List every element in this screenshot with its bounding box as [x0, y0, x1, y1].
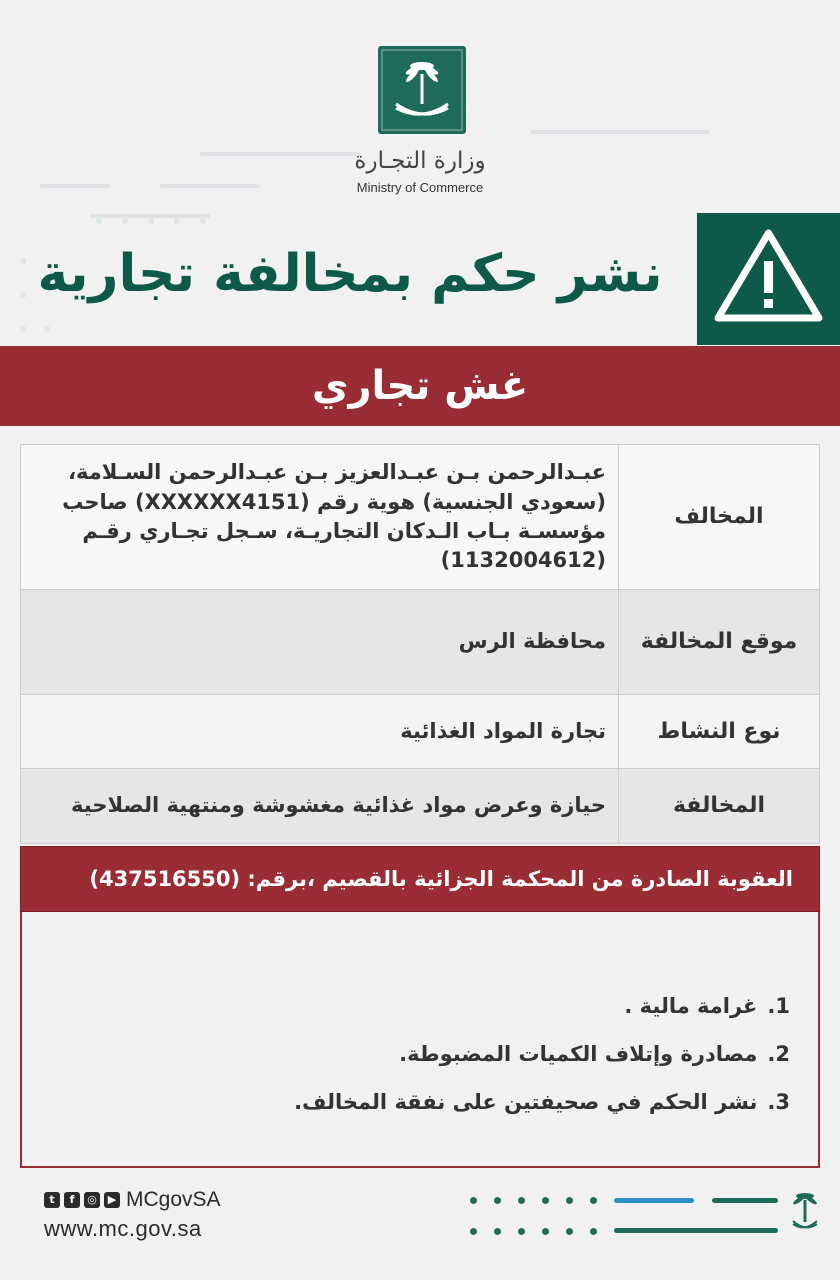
warning-box [697, 213, 840, 345]
table-row [21, 769, 820, 844]
item-text: غرامة مالية . [624, 994, 758, 1018]
item-text: مصادرة وإتلاف الكميات المضبوطة. [399, 1042, 758, 1066]
table-row [21, 695, 820, 769]
bg-dot [122, 218, 128, 224]
footer-dot [590, 1228, 597, 1235]
violation-type-banner: غش تجاري [0, 346, 840, 426]
footer-dot [542, 1197, 549, 1204]
footer-dot [590, 1197, 597, 1204]
bg-stripe [530, 130, 710, 134]
youtube-icon[interactable]: ▶ [104, 1192, 120, 1208]
social-icons [44, 1192, 120, 1208]
footer-dot [470, 1197, 477, 1204]
row-value: حيازة وعرض مواد غذائية مغشوشة ومنتهية الصلاحية [21, 769, 619, 844]
violation-details-table [20, 444, 820, 844]
list-item [294, 1078, 790, 1126]
penalty-list-box [20, 912, 820, 1168]
bg-dot [44, 326, 50, 332]
footer-dot [542, 1228, 549, 1235]
row-value: تجارة المواد الغذائية [21, 695, 619, 769]
list-item [294, 1030, 790, 1078]
footer-dot [566, 1197, 573, 1204]
footer-dot [566, 1228, 573, 1235]
facebook-icon[interactable]: f [64, 1192, 80, 1208]
item-number: 3. [767, 1090, 790, 1114]
footer-bar [614, 1198, 694, 1203]
footer-dot [518, 1228, 525, 1235]
row-label: موقع المخالفة [619, 590, 820, 695]
table-row [21, 590, 820, 695]
bg-dot [174, 218, 180, 224]
warning-triangle-icon [697, 213, 840, 345]
social-handle[interactable]: MCgovSA [126, 1188, 221, 1211]
row-value: محافظة الرس [21, 590, 619, 695]
instagram-icon[interactable]: ◎ [84, 1192, 100, 1208]
penalty-heading: العقوبة الصادرة من المحكمة الجزائية بالقصيم ،برقم: (437516550) [20, 846, 820, 912]
penalty-list [294, 982, 790, 1126]
footer-bar [712, 1198, 778, 1203]
palm-emblem-icon [790, 1188, 820, 1238]
bg-dot [20, 326, 26, 332]
table-row [21, 445, 820, 590]
row-label: المخالف [619, 445, 820, 590]
bg-dot [148, 218, 154, 224]
ministry-name-arabic: وزارة التجـارة [354, 148, 486, 174]
item-text: نشر الحكم في صحيفتين على نفقة المخالف. [294, 1090, 758, 1114]
bg-stripe [40, 184, 110, 188]
website-link[interactable]: www.mc.gov.sa [44, 1216, 202, 1241]
footer-dot [494, 1228, 501, 1235]
bg-stripe [160, 184, 260, 188]
palm-swords-icon [378, 46, 466, 134]
ministry-emblem [378, 46, 466, 134]
bg-dot [200, 218, 206, 224]
row-value: عبـدالرحمن بـن عبـدالعزيز بـن عبـدالرحمن السـلامة، (سعودي الجنسية) هوية رقم (XXXXXX4151) صاحب مؤسسـة بـاب الـدكان التجاريـة، سـجل تجـاري رقـم (1132004612) [21, 445, 619, 590]
item-number: 2. [767, 1042, 790, 1066]
bg-dot [96, 218, 102, 224]
footer-dot [494, 1197, 501, 1204]
footer-bar [614, 1228, 778, 1233]
row-label: نوع النشاط [619, 695, 820, 769]
page-title: نشر حكم بمخالفة تجارية [37, 244, 663, 304]
ministry-name-english: Ministry of Commerce [356, 180, 484, 195]
row-label: المخالفة [619, 769, 820, 844]
list-item [294, 982, 790, 1030]
footer-dot [470, 1228, 477, 1235]
twitter-icon[interactable]: t [44, 1192, 60, 1208]
item-number: 1. [767, 994, 790, 1018]
footer-dot [518, 1197, 525, 1204]
